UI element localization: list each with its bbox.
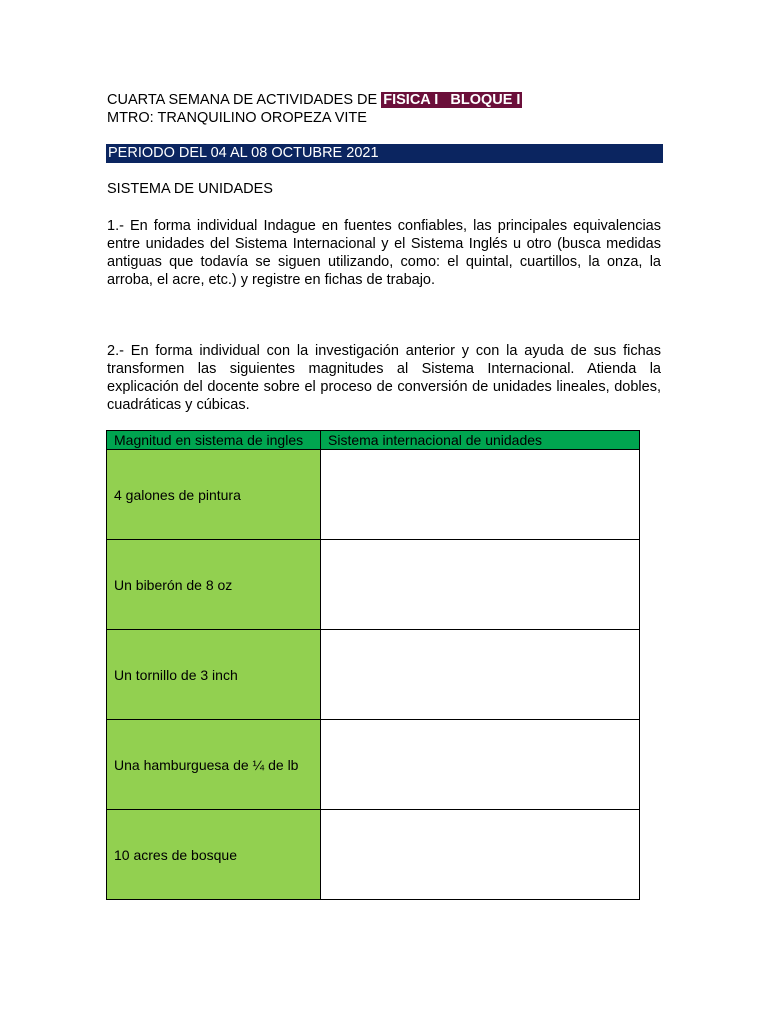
si-answer-cell[interactable] bbox=[321, 450, 640, 540]
magnitude-cell: 10 acres de bosque bbox=[107, 810, 321, 900]
magnitude-cell: Un biberón de 8 oz bbox=[107, 540, 321, 630]
header-magnitude: Magnitud en sistema de ingles bbox=[107, 431, 321, 450]
si-answer-cell[interactable] bbox=[321, 540, 640, 630]
document-title bbox=[107, 91, 522, 109]
si-answer-cell[interactable] bbox=[321, 630, 640, 720]
subject-highlight: FISICA I BLOQUE I bbox=[383, 92, 521, 108]
magnitude-cell: Una hamburguesa de ¼ de lb bbox=[107, 720, 321, 810]
section-title: SISTEMA DE UNIDADES bbox=[107, 181, 273, 197]
magnitude-cell: 4 galones de pintura bbox=[107, 450, 321, 540]
title-prefix: CUARTA SEMANA DE ACTIVIDADES DE bbox=[107, 92, 382, 108]
period-banner: PERIODO DEL 04 AL 08 OCTUBRE 2021 bbox=[106, 144, 663, 163]
table-row bbox=[107, 810, 640, 900]
activity-2-text: 2.- En forma individual con la investigación anterior y con la ayuda de sus fichas transformen las siguientes magnitudes al Sistema Internacional. Atienda la explicación del docente sobre el proceso de conversión de unidades lineales, dobles, cuadráticas y cúbicas. bbox=[107, 343, 661, 413]
table-row bbox=[107, 630, 640, 720]
table-row bbox=[107, 450, 640, 540]
table-row bbox=[107, 720, 640, 810]
magnitude-cell: Un tornillo de 3 inch bbox=[107, 630, 321, 720]
si-answer-cell[interactable] bbox=[321, 810, 640, 900]
activity-1-text: 1.- En forma individual Indague en fuentes confiables, las principales equivalencias entre unidades del Sistema Internacional y el Sistema Inglés u otro (busca medidas antiguas que todavía se siguen utilizando, como: el quintal, cuartillos, la onza, la arroba, el acre, etc.) y registre en fichas de trabajo. bbox=[107, 218, 661, 288]
table-row bbox=[107, 540, 640, 630]
teacher-name: MTRO: TRANQUILINO OROPEZA VITE bbox=[107, 110, 367, 126]
table-header-row bbox=[107, 431, 640, 450]
si-answer-cell[interactable] bbox=[321, 720, 640, 810]
header-si: Sistema internacional de unidades bbox=[321, 431, 640, 450]
conversion-table bbox=[106, 430, 640, 900]
